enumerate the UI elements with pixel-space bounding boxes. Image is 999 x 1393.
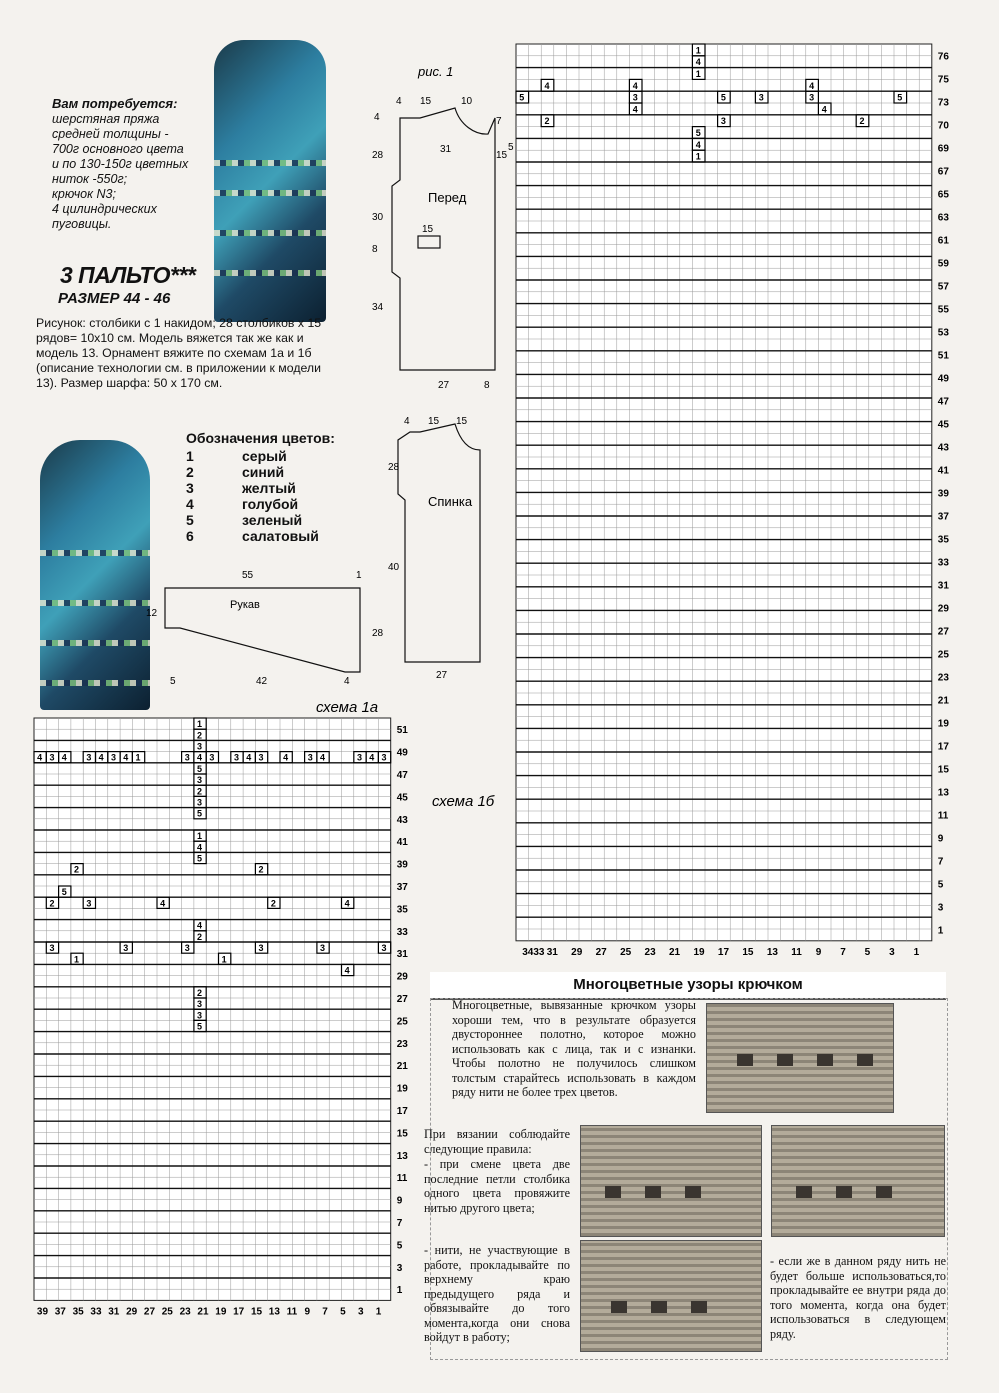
legend-num-4: 4 — [186, 496, 194, 512]
schema-1b-row-label: 21 — [937, 695, 949, 707]
schema-1a-mark: 4 — [246, 752, 252, 763]
schema-1a-col-label: 1 — [375, 1306, 382, 1318]
front-dim-l: 8 — [372, 244, 378, 255]
legend-num-5: 5 — [186, 512, 194, 528]
legend-title: Обозначения цветов: — [186, 430, 335, 446]
back-pattern — [398, 424, 480, 662]
schema-1a-row-label: 47 — [396, 770, 408, 781]
schema-1a-row-label: 51 — [396, 725, 408, 737]
schema-1b-mark: 1 — [695, 151, 701, 162]
schema-1b-row-label: 7 — [937, 856, 944, 868]
legend-name-1: серый — [242, 448, 287, 464]
knitting-photo-1 — [706, 1003, 894, 1113]
schema-1b-mark: 4 — [632, 80, 638, 91]
legend-num-1: 1 — [186, 448, 194, 464]
schema-1a-mark: 2 — [258, 864, 264, 875]
schema-1a-mark: 4 — [197, 752, 203, 763]
schema-1a-col-label: 9 — [304, 1306, 311, 1318]
schema-1b-row-label: 76 — [937, 51, 949, 63]
schema-1a-mark: 4 — [160, 898, 166, 909]
model-size: РАЗМЕР 44 - 46 — [58, 290, 171, 307]
legend-num-2: 2 — [186, 464, 194, 480]
schema-1a-col-label: 25 — [161, 1306, 173, 1318]
schema-1b-row-label: 63 — [937, 212, 949, 224]
schema-1a-mark: 3 — [110, 752, 116, 763]
front-dim-m: 34 — [372, 302, 384, 313]
schema-1a-mark: 3 — [356, 752, 362, 763]
schema-1a-row-label: 29 — [396, 971, 408, 983]
schema-1a-col-label: 29 — [126, 1306, 138, 1318]
front-label: Перед — [428, 190, 467, 205]
schema-1a-mark: 4 — [344, 898, 350, 909]
schema-1a-col-label: 3 — [357, 1306, 364, 1318]
schema-1b-row-label: 43 — [937, 442, 949, 454]
schema-1a-mark: 4 — [98, 752, 104, 763]
front-dim-b: 15 — [420, 96, 432, 107]
schema-1b-row-label: 49 — [937, 373, 949, 385]
schema-1a-col-label: 7 — [322, 1306, 328, 1318]
front-dim-g: 31 — [440, 144, 452, 155]
schema-1a-mark: 2 — [197, 786, 203, 797]
schema-1a-mark: 4 — [123, 752, 129, 763]
schema-1a-row-label: 11 — [396, 1173, 408, 1185]
schema-1a-mark: 4 — [369, 752, 375, 763]
article-paragraph-1: Многоцветные, вывязанные крючком узоры хороши тем, что в результате образуется двустороннее полотно, которое можно использовать как с лица, так и с изнанки. Чтобы полотно не получилось слишком толстым старайтесь использовать в каждом ряду нити не более трех цветов. — [452, 998, 696, 1099]
schema-1a-mark: 3 — [320, 943, 326, 954]
schema-1b-col-label: 27 — [595, 946, 607, 958]
sleeve-dim-d: 28 — [372, 628, 384, 639]
schema-1a-mark: 1 — [135, 752, 141, 763]
schema-1a-mark: 5 — [197, 853, 203, 864]
schema-1a-row-label: 15 — [396, 1128, 408, 1140]
schema-1b-row-label: 57 — [937, 281, 949, 293]
schema-1a-mark: 3 — [197, 797, 203, 808]
schema-1b-mark: 4 — [809, 80, 815, 91]
schema-1b-col-label: 13 — [766, 946, 778, 958]
schema-1b-mark: 3 — [720, 116, 726, 127]
schema-1b-mark: 5 — [897, 92, 903, 103]
schema-1b-col-label: 5 — [864, 946, 871, 958]
sleeve-dim-e: 5 — [170, 676, 176, 687]
schema-1a-mark: 4 — [283, 752, 289, 763]
legend-name-5: зеленый — [242, 512, 303, 528]
schema-1b-col-label: 21 — [668, 946, 681, 958]
legend-name-2: синий — [242, 464, 285, 480]
schema-1b-row-label: 15 — [937, 764, 949, 776]
schema-1b-col-label: 25 — [620, 946, 632, 958]
article-title: Многоцветные узоры крючком — [430, 972, 946, 1000]
schema-1a-row-label: 43 — [396, 814, 408, 826]
schema-1a-col-label: 17 — [233, 1306, 245, 1318]
schema-1a-row-label: 31 — [396, 949, 408, 961]
legend-name-6: салатовый — [242, 528, 319, 544]
schema-1a-mark: 3 — [197, 999, 203, 1010]
legend-num-6: 6 — [186, 528, 194, 544]
knitting-photo-3 — [771, 1125, 945, 1237]
schema-1b-mark: 4 — [695, 139, 701, 150]
schema-1a-row-label: 33 — [396, 926, 408, 938]
schema-1a-row-label: 23 — [396, 1038, 408, 1050]
schema-1b-mark: 3 — [758, 92, 764, 103]
schema-1a-mark: 4 — [320, 752, 326, 763]
schema-1a-mark: 3 — [184, 943, 190, 954]
schema-1a-row-label: 37 — [396, 882, 408, 893]
schema-1a-col-label: 5 — [340, 1306, 346, 1318]
schema-1a-col-label: 15 — [250, 1306, 263, 1318]
schema-1b-row-label: 47 — [937, 396, 949, 408]
knitting-photo-4 — [580, 1240, 762, 1352]
schema-1a-mark: 2 — [197, 730, 203, 741]
sleeve-dim-a: 55 — [242, 570, 254, 581]
schema-1b-col-label: 17 — [717, 946, 730, 958]
schema-1a-mark: 3 — [381, 943, 387, 954]
knitting-photo-2 — [580, 1125, 762, 1237]
schema-1a-mark: 3 — [197, 775, 203, 786]
schema-1b-mark: 5 — [695, 128, 701, 138]
schema-1a-mark: 3 — [258, 943, 264, 954]
schema-1a-row-label: 35 — [396, 904, 408, 916]
schema-1a-mark: 3 — [381, 752, 387, 763]
front-dim-n: 27 — [438, 380, 450, 391]
schema-1a-mark: 4 — [61, 752, 67, 763]
schema-1b-row-label: 55 — [937, 304, 949, 316]
schema-1a-row-label: 39 — [396, 859, 408, 871]
schema-1a-mark: 1 — [221, 954, 227, 965]
schema-1b-row-label: 29 — [937, 603, 949, 615]
front-dim-k: 15 — [422, 224, 434, 235]
schema-1a-mark: 3 — [258, 752, 264, 763]
schema-1a-row-label: 45 — [396, 792, 408, 804]
schema-1a-mark: 3 — [209, 752, 215, 763]
schema-1a-mark: 3 — [197, 741, 203, 752]
schema-1b-col-label: 23 — [644, 946, 656, 958]
schema-1b-row-label: 39 — [937, 488, 949, 500]
front-dim-h: 15 — [496, 150, 508, 161]
article-paragraph-2: При вязании соблюдайте следующие правила: — [424, 1127, 570, 1156]
schema-1a-col-label: 21 — [197, 1306, 209, 1318]
schema-1a-mark: 3 — [197, 1010, 203, 1021]
schema-1a-mark: 2 — [197, 931, 203, 942]
schema-1b-mark: 4 — [821, 104, 827, 115]
sleeve-pattern — [165, 588, 360, 672]
schema-1b-col-label: 9 — [815, 946, 822, 958]
schema-1b-row-label: 70 — [937, 120, 949, 132]
schema-1b-row-label: 17 — [937, 741, 949, 753]
schema-1a-mark: 5 — [197, 763, 203, 774]
schema-1b-label: схема 1б — [432, 793, 495, 810]
schema-1a-row-label: 9 — [396, 1195, 403, 1207]
article-paragraph-4: - нити, не участвующие в работе, прокладывайте по верхнему краю предыдущего ряда и обвязывайте до того момента,когда они снова войдут в работу; — [424, 1243, 570, 1344]
schema-1a-mark: 3 — [86, 898, 92, 909]
schema-1b-col-label: 3433 — [522, 946, 545, 958]
schema-1a-row-label: 17 — [396, 1106, 408, 1117]
schema-1a-col-label: 33 — [90, 1306, 102, 1318]
schema-1a-mark: 5 — [197, 1021, 203, 1032]
schema-1b-mark: 5 — [519, 92, 525, 103]
schema-1a-mark: 2 — [270, 898, 276, 909]
schema-1a-mark: 5 — [197, 808, 203, 819]
front-dim-f: 28 — [372, 150, 384, 161]
schema-1b-row-label: 19 — [937, 718, 949, 730]
schema-1b-row-label: 41 — [937, 465, 949, 477]
schema-1b-row-label: 45 — [937, 419, 949, 431]
schema-1b-row-label: 27 — [937, 626, 949, 638]
model-title: 3 ПАЛЬТО*** — [60, 262, 196, 288]
back-dim-f: 27 — [436, 670, 448, 681]
schema-1a-mark: 4 — [197, 842, 203, 853]
schema-1a-col-label: 27 — [143, 1306, 156, 1318]
front-dim-i: 5 — [508, 142, 514, 153]
front-dim-e: 7 — [496, 116, 502, 127]
schema-1a-mark: 1 — [197, 719, 203, 730]
schema-1b-row-label: 53 — [937, 327, 949, 339]
schema-1b-row-label: 11 — [937, 810, 949, 822]
schema-1b-row-label: 23 — [937, 672, 949, 684]
schema-1a-mark: 1 — [74, 954, 80, 965]
schema-1b-row-label: 31 — [937, 580, 949, 592]
schema-1b-mark: 4 — [632, 104, 638, 115]
schema-1a-col-label: 19 — [215, 1306, 227, 1318]
schema-1b-row-label: 25 — [937, 649, 949, 661]
front-dim-a: 4 — [396, 96, 402, 107]
schema-1b-row-label: 65 — [937, 189, 949, 201]
schema-1b-mark: 3 — [809, 92, 815, 103]
schema-1b-row-label: 51 — [937, 350, 949, 362]
schema-1a-mark: 3 — [49, 752, 55, 763]
schema-1b-row-label: 75 — [937, 74, 949, 86]
schema-1b-row-label: 61 — [937, 235, 949, 247]
schema-1a-mark: 2 — [49, 898, 55, 909]
schema-1b-col-label: 19 — [693, 946, 705, 958]
schema-1a-row-label: 1 — [396, 1285, 403, 1297]
schema-1b-col-label: 31 — [546, 946, 558, 958]
back-label: Спинка — [428, 494, 473, 509]
legend-name-3: желтый — [242, 480, 296, 496]
schema-1a-mark: 3 — [184, 752, 190, 763]
front-dim-d: 4 — [374, 112, 380, 123]
schema-1b-row-label: 73 — [937, 97, 949, 109]
schema-1b-col-label: 29 — [571, 946, 583, 958]
schema-1b-mark: 2 — [544, 116, 550, 127]
schema-1a-col-label: 39 — [36, 1306, 49, 1318]
schema-1a-col-label: 13 — [268, 1306, 280, 1318]
schema-1b-row-label: 3 — [937, 902, 944, 914]
sleeve-dim-c: 12 — [146, 608, 158, 619]
front-dim-o: 8 — [484, 380, 490, 391]
schema-1a-label: схема 1а — [316, 699, 379, 716]
sleeve-dim-g: 4 — [344, 676, 350, 687]
schema-1b-col-label: 15 — [742, 946, 754, 958]
schema-1b-mark: 1 — [695, 45, 701, 56]
schema-1b-row-label: 13 — [937, 787, 949, 799]
schema-1a-mark: 4 — [197, 920, 203, 931]
legend-num-3: 3 — [186, 480, 194, 496]
legend-name-4: голубой — [242, 496, 299, 512]
schema-1b-mark: 1 — [695, 69, 701, 79]
article-paragraph-5: - если же в данном ряду нить не будет больше использоваться,то прокладывайте ее внутри ряда до того момента, когда она будет использоваться в следующем ряду. — [770, 1254, 946, 1341]
back-dim-e: 40 — [388, 562, 400, 573]
schema-1b-row-label: 67 — [937, 166, 949, 178]
schema-1a-row-label: 41 — [396, 837, 408, 849]
schema-1a-mark: 3 — [233, 752, 239, 763]
schema-1a-mark: 2 — [74, 864, 80, 875]
front-dim-c: 10 — [461, 96, 473, 107]
schema-1a-row-label: 5 — [396, 1240, 403, 1252]
back-dim-b: 15 — [428, 416, 440, 427]
back-dim-c: 15 — [456, 416, 468, 427]
sleeve-dim-f: 42 — [256, 676, 268, 687]
schema-1a-mark: 2 — [197, 987, 203, 998]
figure-label: рис. 1 — [418, 64, 454, 79]
back-dim-d: 28 — [388, 462, 400, 473]
schema-1b-row-label: 33 — [937, 557, 949, 569]
requirements-list: шерстяная пряжа средней толщины - 700г основного цвета и по 130-150г цветных ниток -550г; крючок N3; 4 цилиндрических пуговицы. — [52, 112, 189, 231]
schema-1a-row-label: 21 — [396, 1061, 408, 1073]
back-dim-a: 4 — [404, 416, 410, 427]
schema-1a-mark: 3 — [49, 943, 55, 954]
schema-1b-row-label: 9 — [937, 833, 944, 845]
schema-1b-row-label: 1 — [937, 925, 944, 937]
model-description: Рисунок: столбики с 1 накидом; 28 столбиков х 15 рядов= 10х10 см. Модель вяжется так же как и модель 13. Орнамент вяжите по схемам 1а и 1б (описание технологии см. в приложении к модели 13). Размер шарфа: 50 х 170 см. — [36, 316, 322, 390]
schema-1a-col-label: 23 — [179, 1306, 191, 1318]
schema-1b-mark: 4 — [544, 80, 550, 91]
schema-1a-col-label: 37 — [54, 1306, 66, 1318]
schema-1a-row-label: 3 — [396, 1262, 403, 1274]
schema-1a-col-label: 11 — [286, 1306, 298, 1318]
sleeve-dim-b: 1 — [356, 570, 362, 581]
schema-1a-mark: 5 — [61, 887, 67, 898]
schema-1b-mark: 2 — [859, 116, 865, 127]
schema-1b-row-label: 69 — [937, 143, 949, 155]
schema-1a-mark: 3 — [307, 752, 313, 763]
front-dim-j: 30 — [372, 212, 384, 223]
schema-1b-col-label: 11 — [791, 946, 802, 958]
schema-1a-row-label: 13 — [396, 1150, 408, 1162]
schema-1b-row-label: 35 — [937, 534, 949, 546]
schema-1a-col-label: 35 — [72, 1306, 84, 1318]
schema-1b-mark: 5 — [720, 92, 726, 103]
schema-1a-mark: 3 — [86, 752, 92, 763]
schema-1a-row-label: 27 — [396, 994, 408, 1005]
schema-1b-col-label: 3 — [889, 946, 895, 958]
schema-1b-col-label: 7 — [840, 946, 846, 958]
schema-1b-row-label: 37 — [937, 511, 949, 523]
schema-1a-mark: 4 — [37, 752, 43, 763]
requirements-title: Вам потребуется: — [52, 96, 178, 111]
schema-1a-col-label: 31 — [108, 1306, 120, 1318]
sleeve-label: Рукав — [230, 599, 260, 611]
schema-1b-row-label: 59 — [937, 258, 949, 270]
schema-1b-mark: 3 — [632, 92, 638, 103]
schema-1b-col-label: 1 — [913, 946, 920, 958]
schema-1a-row-label: 7 — [396, 1218, 403, 1229]
schema-1a-row-label: 49 — [396, 747, 408, 759]
schema-1a-chart — [34, 718, 408, 1317]
schema-1b-mark: 4 — [695, 57, 701, 68]
schema-1a-row-label: 25 — [396, 1016, 408, 1028]
schema-1a-mark: 4 — [344, 965, 350, 976]
schema-1b-chart — [516, 44, 949, 958]
article-paragraph-3: - при смене цвета две последние петли столбика одного цвета провяжите нитью другого цвета; — [424, 1157, 570, 1215]
schema-1a-mark: 3 — [123, 943, 129, 954]
schema-1a-row-label: 19 — [396, 1083, 408, 1095]
schema-1b-row-label: 5 — [937, 879, 944, 891]
schema-1a-mark: 1 — [197, 831, 203, 842]
